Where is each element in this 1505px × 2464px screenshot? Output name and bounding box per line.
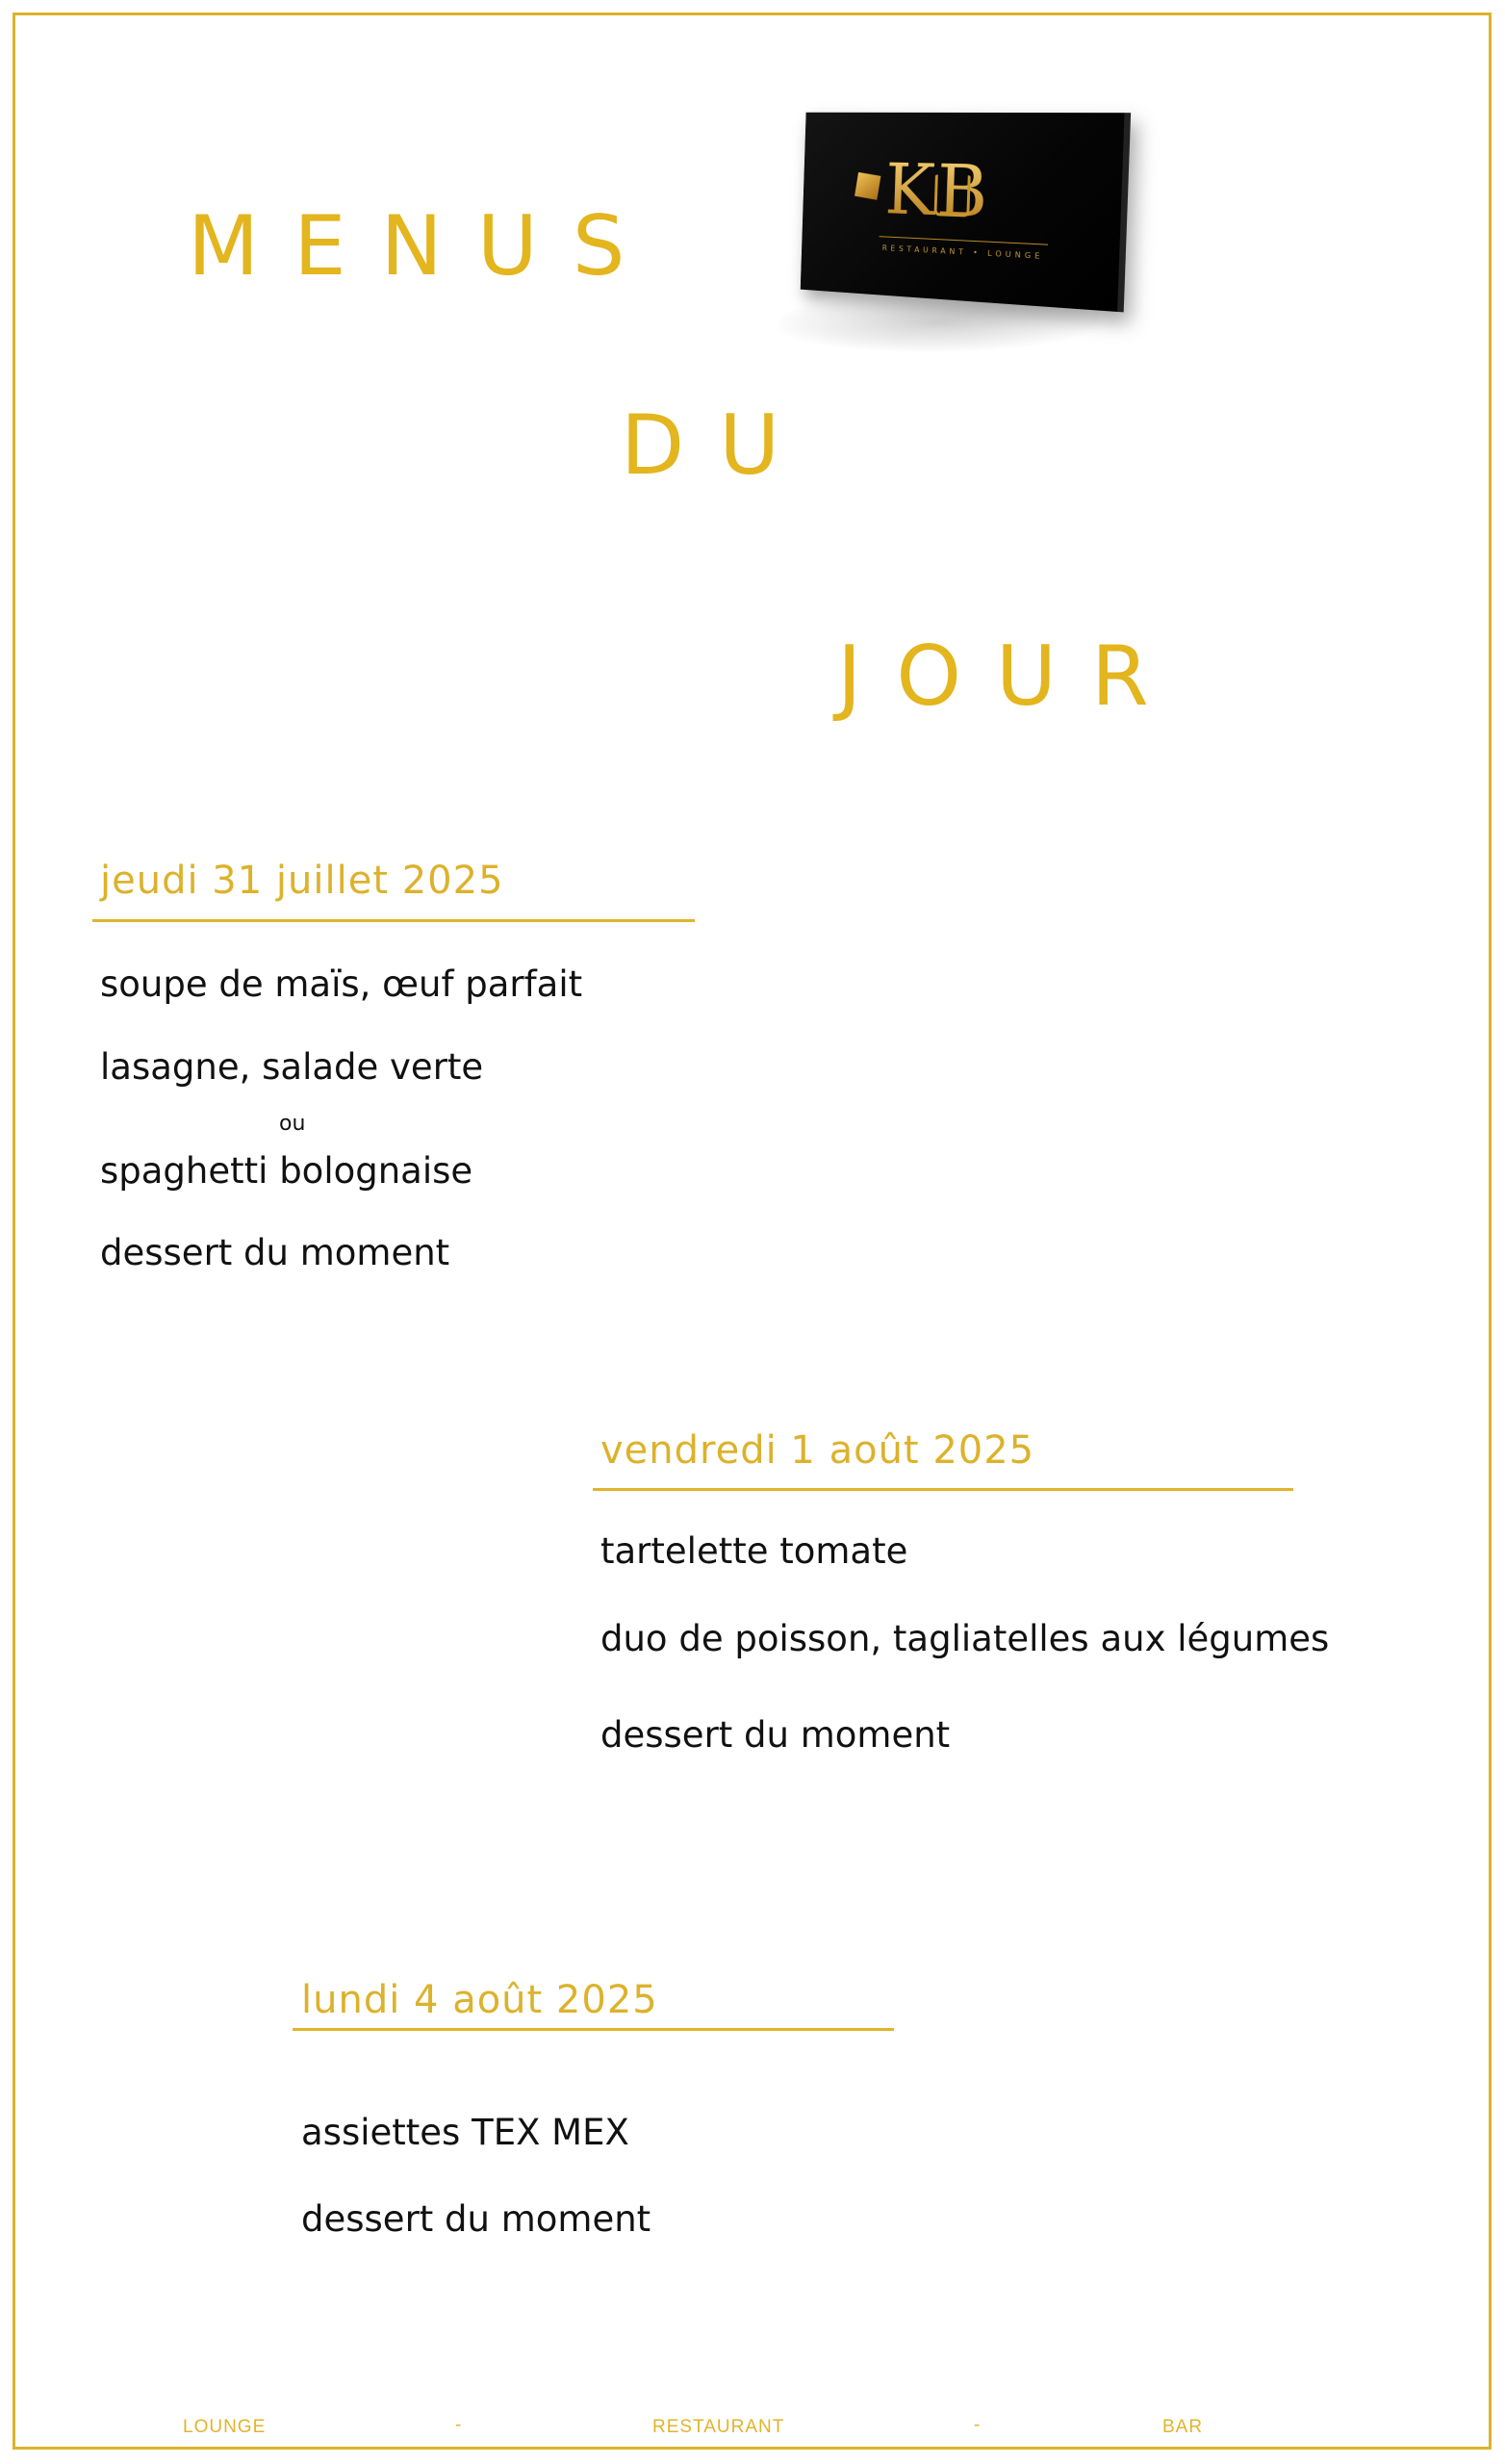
footer-lounge: LOUNGE [183, 2417, 267, 2437]
dish-item: assiettes TEX MEX [301, 2112, 629, 2153]
footer-restaurant: RESTAURANT [652, 2417, 785, 2437]
dish-item: tartelette tomate [600, 1530, 908, 1572]
footer-separator: - [455, 2415, 462, 2435]
logo-tagline: RESTAURANT • LOUNGE [881, 244, 1044, 261]
day-divider [92, 919, 695, 922]
title-jour: JOUR [837, 629, 1184, 725]
dish-item: lasagne, salade verte [100, 1046, 484, 1088]
or-label: ou [279, 1112, 306, 1136]
footer-bar: BAR [1162, 2417, 1204, 2437]
dish-item: dessert du moment [600, 1714, 951, 1756]
day-divider [593, 1488, 1293, 1491]
dish-item: dessert du moment [301, 2198, 651, 2240]
logo-rule [880, 236, 1048, 245]
logo-board [801, 113, 1131, 313]
day-divider [293, 2028, 894, 2031]
title-du: DU [621, 398, 815, 494]
day-heading: lundi 4 août 2025 [301, 1978, 658, 2022]
restaurant-logo [770, 101, 1135, 361]
page-border [13, 13, 1492, 2450]
dish-item: soupe de maïs, œuf parfait [100, 963, 583, 1005]
logo-cube-icon [855, 172, 880, 200]
logo-glass-icon [934, 174, 971, 217]
footer-separator: - [974, 2415, 981, 2435]
logo-letters: KB [883, 148, 992, 235]
dish-item: duo de poisson, tagliatelles aux légumes [600, 1618, 1330, 1659]
title-menus: MENUS [188, 198, 660, 295]
day-heading: jeudi 31 juillet 2025 [100, 859, 504, 903]
day-heading: vendredi 1 août 2025 [600, 1428, 1035, 1473]
dish-item: spaghetti bolognaise [100, 1150, 473, 1192]
dish-item: dessert du moment [100, 1232, 450, 1273]
